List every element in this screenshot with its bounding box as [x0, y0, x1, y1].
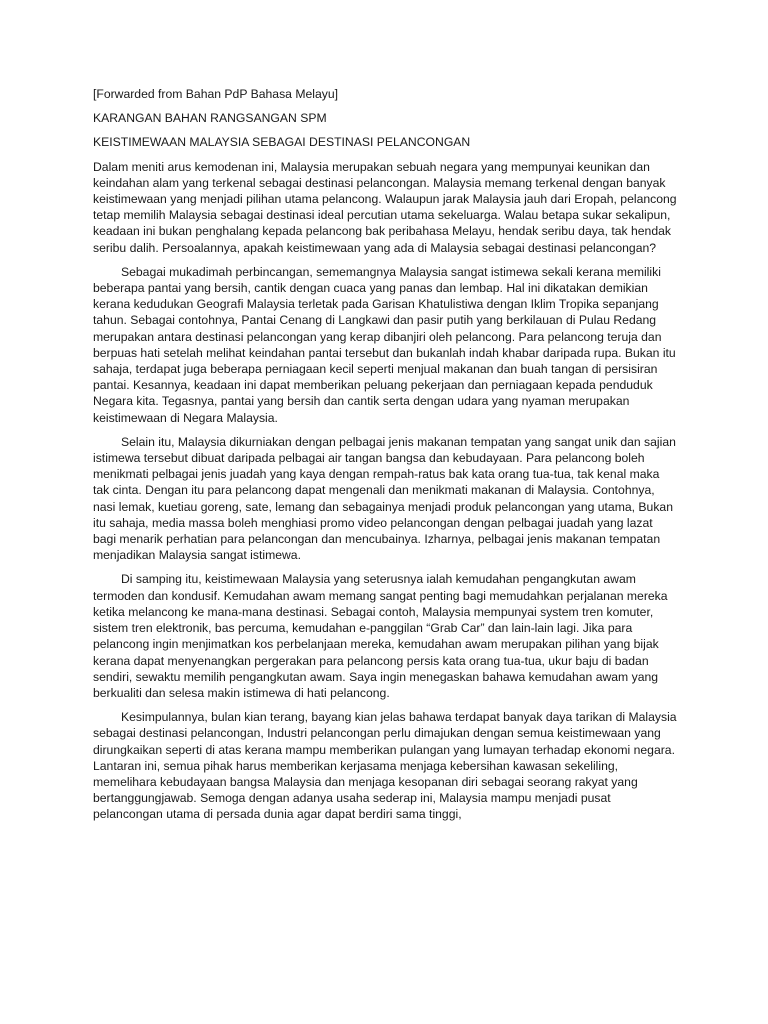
paragraph-introduction: Dalam meniti arus kemodenan ini, Malaysia merupakan sebuah negara yang mempunyai keunikan dan keindahan alam yang terkenal sebagai destinasi pelancongan. Malaysia memang terkenal dengan banyak keistimewaan yang menjadi pilihan utama pelancong. Walaupun jarak Malaysia jauh dari Eropah, pelancong tetap memilih Malaysia sebagai destinasi ideal percutian utama sekeluarga. Walau betapa sukar sekalipun, keadaan ini bukan penghalang kepada pelancong bak peribahasa Melayu, hendak seribu daya, tak hendak seribu dalih. Persoalannya, apakah keistimewaan yang ada di Malaysia sebagai destinasi pelancongan? — [93, 159, 677, 255]
paragraph-transport: Di samping itu, keistimewaan Malaysia yang seterusnya ialah kemudahan pengangkutan awam termoden dan kondusif. Kemudahan awam memang sangat penting bagi memudahkan perjalanan mereka ketika melancong ke mana-mana destinasi. Sebagai contoh, Malaysia mempunyai system tren komuter, sistem tren elektronik, bas percuma, kemudahan e-panggilan “Grab Car” dan lain-lain lagi. Jika para pelancong ingin menjimatkan kos perbelanjaan mereka, kemudahan awam merupakan pilihan yang bijak kerana dapat menyenangkan pergerakan para pelancong persis kata orang tua-tua, ukur baju di badan sendiri, sewaktu memilih pengangkutan awam. Saya ingin menegaskan bahawa kemudahan awam yang berkualiti dan selesa makin istimewa di hati pelancong. — [93, 572, 668, 700]
essay-category: KARANGAN BAHAN RANGSANGAN SPM — [93, 111, 327, 126]
paragraph-food: Selain itu, Malaysia dikurniakan dengan pelbagai jenis makanan tempatan yang sangat unik dan sajian istimewa tersebut dibuat daripada pelbagai air tangan bangsa dan kebudayaan. Para pelancong boleh menikmati pelbagai jenis juadah yang kaya dengan rempah-ratus bak kata orang tua-tua, tak kenal maka tak cinta. Dengan itu para pelancong dapat mengenali dan menikmati makanan di Malaysia. Contohnya, nasi lemak, kuetiau goreng, sate, lemang dan sebagainya menjadi produk pelancongan yang utama, Bukan itu sahaja, media massa boleh menghiasi promo video pelancongan dengan pelbagai juadah yang lazat bagi menarik perhatian para pelancongan dan mencubainya. Izharnya, pelbagai jenis makanan tempatan menjadikan Malaysia sangat istimewa. — [93, 434, 676, 563]
forwarded-line: [Forwarded from Bahan PdP Bahasa Melayu] — [93, 87, 339, 101]
paragraph-beaches: Sebagai mukadimah perbincangan, sememangnya Malaysia sangat istimewa sekali kerana memiliki beberapa pantai yang bersih, cantik dengan cuaca yang panas dan lembap. Hal ini dikatakan demikian kerana kedudukan Geografi Malaysia terletak pada Garisan Khatulistiwa dengan Iklim Tropika sepanjang tahun. Sebagai contohnya, Pantai Cenang di Langkawi dan pasir putih yang berkilauan di Pulau Redang merupakan antara destinasi pelancongan yang kerap dibanjiri oleh pelancong. Para pelancong teruja dan berpuas hati setelah melihat keindahan pantai tersebut dan bukanlah indah khabar daripada rupa. Bukan itu sahaja, terdapat juga beberapa perniagaan kecil seperti menjual makanan dan buah tangan di persisiran pantai. Kesannya, keadaan ini dapat memberikan peluang pekerjaan dan perniagaan kepada penduduk Negara kita. Tegasnya, pantai yang bersih dan cantik serta dengan udara yang nyaman merupakan keistimewaan di Negara Malaysia. — [93, 264, 676, 425]
essay-title: KEISTIMEWAAN MALAYSIA SEBAGAI DESTINASI PELANCONGAN — [93, 135, 471, 150]
document-page — [93, 86, 678, 831]
paragraph-conclusion: Kesimpulannya, bulan kian terang, bayang kian jelas bahawa terdapat banyak daya tarikan di Malaysia sebagai destinasi pelancongan, Industri pelancongan perlu dimajukan dengan semua keistimewaan yang dirungkaikan seperti di atas kerana mampu memberikan pulangan yang lumayan terhadap ekonomi negara. Lantaran ini, semua pihak harus memberikan kerjasama menjaga kebersihan kawasan sekeliling, memelihara kebudayaan bangsa Malaysia dan menjaga kesopanan diri sebagai seorang rakyat yang bertanggungjawab. Semoga dengan adanya usaha sederap ini, Malaysia mampu menjadi pusat pelancongan utama di persada dunia agar dapat berdiri sama tinggi, — [93, 710, 677, 822]
